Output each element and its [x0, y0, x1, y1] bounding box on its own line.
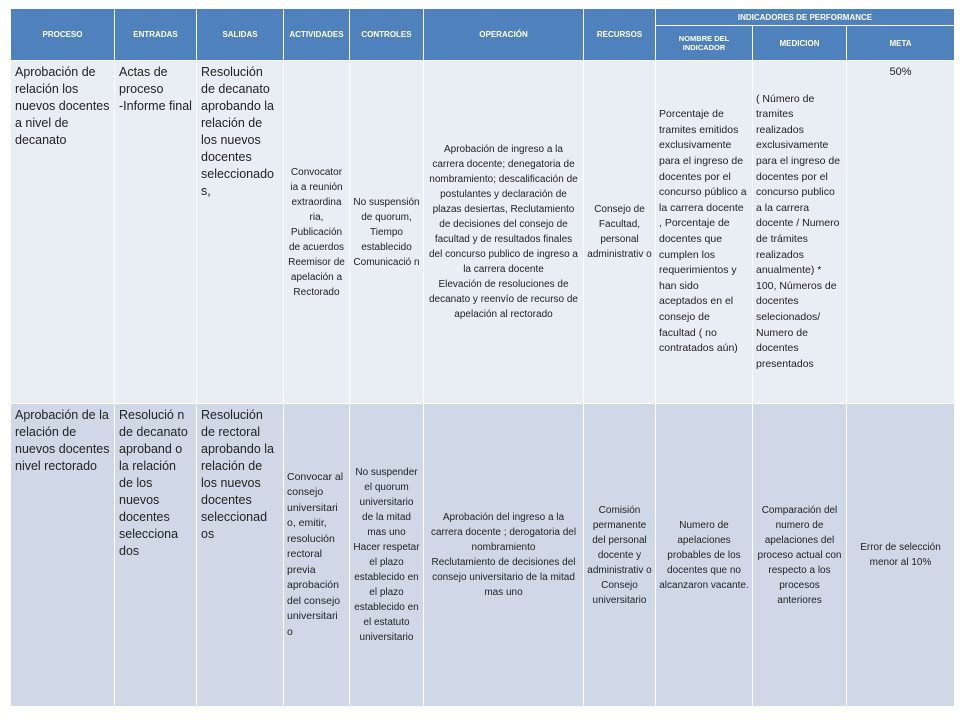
cell-meta [847, 61, 955, 404]
cell-salidas [197, 404, 284, 707]
cell-proceso [11, 404, 115, 707]
process-table [10, 8, 955, 707]
header-row [11, 9, 955, 26]
cell-text: No suspensión de quorum, Tiempo establecido Comunicació n [353, 196, 420, 268]
col-salidas-header: SALIDAS [197, 9, 284, 61]
cell-text: Resolución de rectoral aprobando la relación de los nuevos docentes seleccionad os [201, 408, 274, 541]
cell-text: Actas de proceso -Informe final [119, 65, 192, 113]
col-actividades-header: ACTIVIDADES [284, 9, 350, 61]
col-nombre-indicador-header: NOMBRE DEL INDICADOR [656, 26, 753, 61]
cell-controles [350, 404, 424, 707]
col-medicion-header: MEDICION [753, 26, 847, 61]
col-proceso-header: PROCESO [11, 9, 115, 61]
cell-text: 50% [889, 66, 912, 78]
col-operacion-header: OPERACIÓN [424, 9, 584, 61]
cell-proceso [11, 61, 115, 404]
cell-entradas [115, 404, 197, 707]
cell-actividades [284, 404, 350, 707]
cell-text: Error de selección menor al 10% [860, 542, 941, 568]
cell-medicion [753, 61, 847, 404]
col-meta-header: META [847, 26, 955, 61]
cell-entradas [115, 61, 197, 404]
cell-text: Aprobación del ingreso a la carrera docente ; derogatoria del nombramiento Reclutamiento de decisiones del consejo universitario de la mitad mas uno [430, 512, 577, 598]
col-controles-header: CONTROLES [350, 9, 424, 61]
cell-operacion [424, 404, 584, 707]
process-table-sheet [10, 8, 954, 702]
col-recursos-header: RECURSOS [584, 9, 656, 61]
cell-controles [350, 61, 424, 404]
cell-text: Convocar al consejo universitari o, emitir, resolución rectoral previa aprobación del consejo universitari o [287, 470, 344, 638]
cell-text: Aprobación de relación los nuevos docentes a nivel de decanato [15, 65, 110, 147]
cell-nombre-indicador [656, 61, 753, 404]
col-entradas-header: ENTRADAS [115, 9, 197, 61]
cell-text: Aprobación de ingreso a la carrera docente; denegatoria de nombramiento; descalificación de postulantes y declaración de plazas desiertas, Reclutamiento de decisiones del consejo de facultad y de resultados finales del concurso publico de ingreso a la carrera docente Elevación de resoluciones de decanato y reenvío de recurso de apelación al rectorado [429, 144, 578, 320]
cell-medicion [753, 404, 847, 707]
cell-text: ( Número de tramites realizados exclusivamente para el ingreso de docentes por el concurso publico a la carrera docente / Numero de trámites realizados anualmente) * 100, Números de docentes selecionados/ Numero de docentes presentados [756, 92, 841, 370]
table-row [11, 61, 955, 404]
cell-text: No suspender el quorum universitario de la mitad mas uno Hacer respetar el plazo establecido en el plazo establecido en el estatuto universitario [353, 467, 420, 643]
cell-nombre-indicador [656, 404, 753, 707]
cell-text: Aprobación de la relación de nuevos docentes nivel rectorado [15, 408, 110, 473]
cell-text: Resolució n de decanato aproband o la relación de los nuevos docentes selecciona dos [119, 408, 188, 558]
indicadores-header: INDICADORES DE PERFORMANCE [656, 9, 955, 26]
cell-text: Comisión permanente del personal docente y administrativ o Consejo universitario [587, 504, 652, 606]
cell-recursos [584, 404, 656, 707]
cell-recursos [584, 61, 656, 404]
cell-text: Numero de apelaciones probables de los docentes que no alcanzaron vacante. [659, 519, 749, 591]
cell-text: Convocator ia a reunión extraordina ria, Publicación de acuerdos Reemisor de apelación a Rectorado [288, 166, 345, 298]
cell-text: Consejo de Facultad, personal administrativ o [587, 204, 652, 260]
cell-text: Porcentaje de tramites emitidos exclusivamente para el ingreso de docentes por el concurso público a la carrera docente , Porcentaje de docentes que cumplen los requerimientos y han sido aceptados en el consejo de facultad ( no contratados aún) [659, 108, 747, 355]
cell-text: Comparación del numero de apelaciones del proceso actual con respecto a los procesos anteriores [757, 504, 842, 606]
cell-salidas [197, 61, 284, 404]
cell-actividades [284, 61, 350, 404]
table-row [11, 404, 955, 707]
cell-meta [847, 404, 955, 707]
cell-operacion [424, 61, 584, 404]
cell-text: Resolución de decanato aprobando la relación de los nuevos docentes seleccionado s, [201, 65, 274, 198]
